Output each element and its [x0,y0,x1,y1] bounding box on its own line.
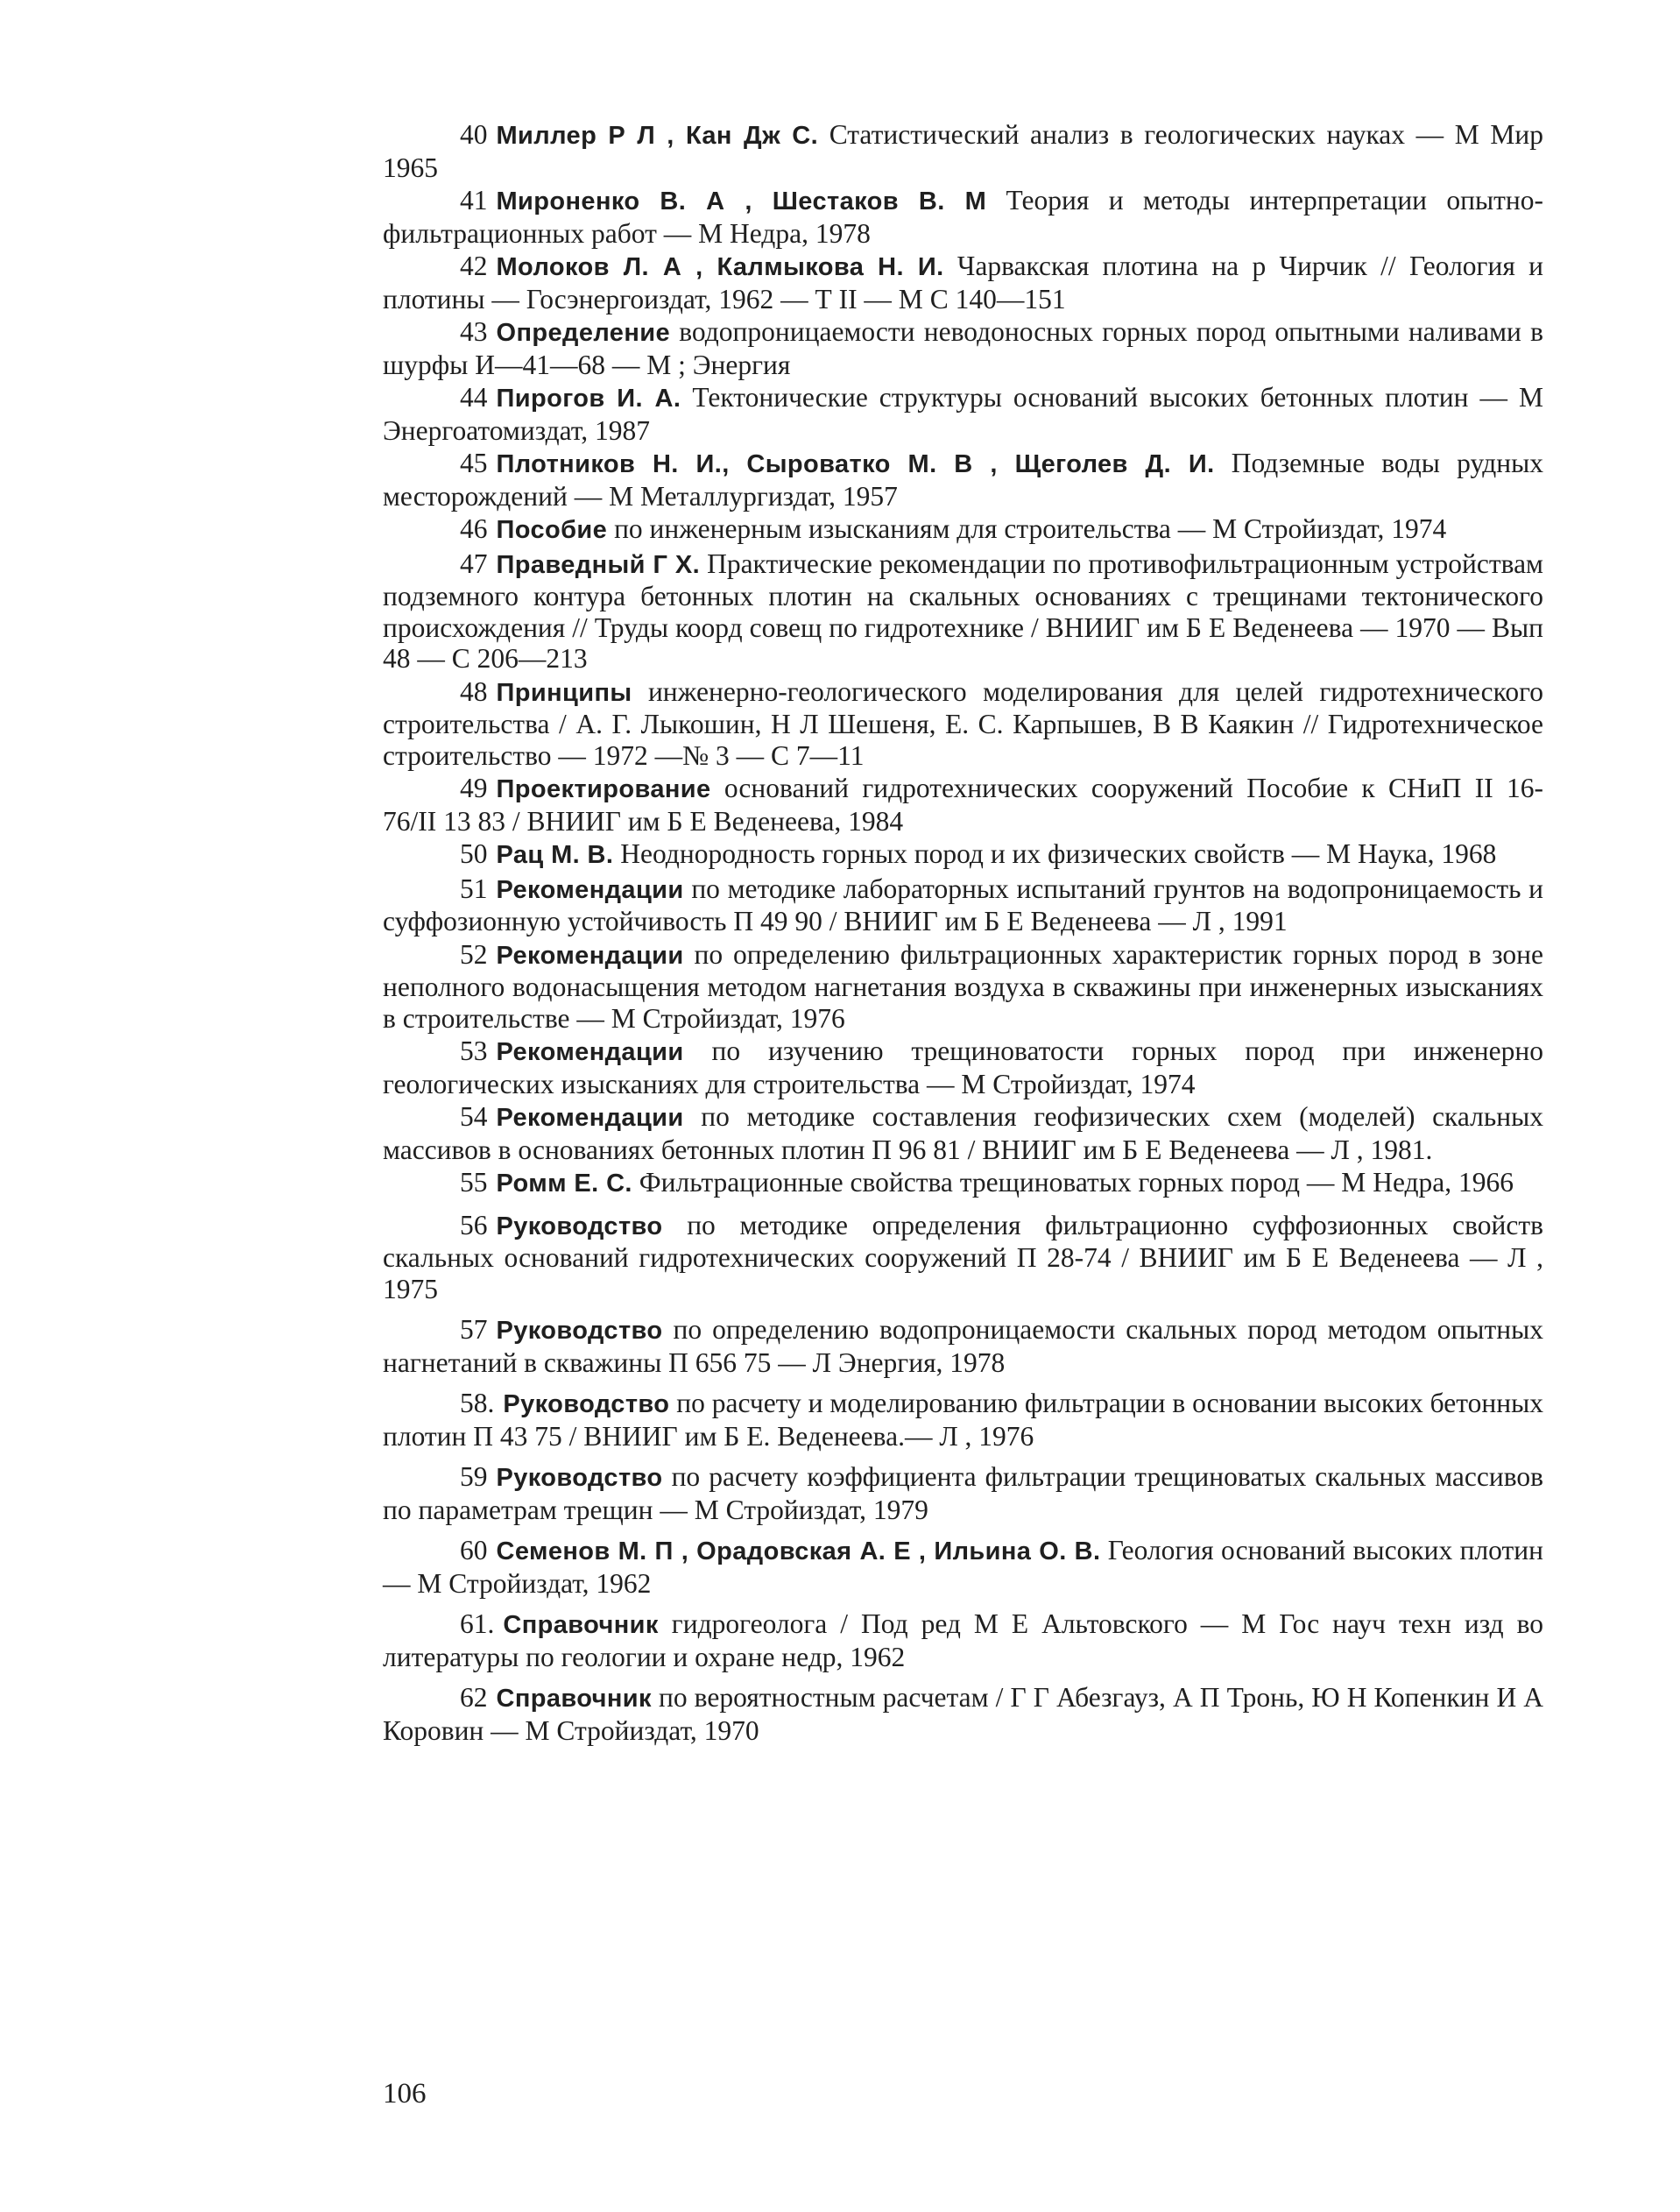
reference-number: 54 [460,1101,488,1132]
reference-number: 62 [460,1682,488,1713]
reference-author: Руководство [503,1390,670,1418]
reference-text: инженерно-геологического моделирования для целей гидротехнического строительства / А. Г. Лыкошин, Н Л Шешеня, Е. С. Карпышев, В В Каякин // Гидротехническое строительство — 1972 —№ 3 — С 7—11 [383,675,1544,771]
reference-author: Плотников Н. И., Сыроватко М. В , Щеголев Д. И. [496,450,1215,478]
reference-text: по определению водопроницаемости скальных пород методом опытных нагнетаний в скважины П 656 75 — Л Энергия, 1978 [383,1314,1544,1378]
reference-item [383,1608,1543,1672]
reference-author: Руководство [496,1212,663,1240]
reference-author: Руководство [496,1464,663,1492]
reference-author: Рекомендации [496,1104,684,1132]
reference-number: 40 [460,119,488,150]
reference-author: Праведный Г Х. [496,550,701,579]
reference-text: Практические рекомендации по противофильтрационным устройствам подземного контура бетонных плотин на скальных основаниях с трещинами тектонического происхождения // Труды коорд совещ по гидротехнике / ВНИИГ им Б Е Веденеева — 1970 — Вып 48 — С 206—213 [383,548,1543,674]
reference-text: по определению фильтрационных характеристик горных пород в зоне неполного водонасыщения методом нагнетания воздуха в скважины при инженерных изысканиях в строительстве — М Стройиздат, 1976 [383,938,1544,1034]
reference-item [383,448,1543,512]
reference-text: по методике определения фильтрационно суффозионных свойств скальных оснований гидротехнических сооружений П 28-74 / ВНИИГ им Б Е Веденеева — Л , 1975 [383,1209,1543,1304]
reference-number: 56 [460,1209,488,1240]
reference-item [383,1314,1543,1378]
reference-author: Мироненко В. А , Шестаков В. М [496,187,987,216]
reference-text: Фильтрационные свойства трещиноватых горных пород — М Недра, 1966 [639,1167,1514,1198]
reference-item [383,676,1543,772]
reference-item [383,873,1543,937]
reference-number: 52 [460,938,488,970]
reference-author: Проектирование [496,775,711,803]
reference-item [383,316,1543,380]
reference-item [383,1101,1543,1165]
reference-item [383,185,1543,249]
reference-number: 51 [460,873,488,904]
reference-author: Справочник [503,1611,659,1639]
reference-text: по методике составления геофизических схем (моделей) скальных массивов в основаниях бетонных плотин П 96 81 / ВНИИГ им Б Е Веденеева — Л , 1981. [383,1101,1543,1165]
reference-item [383,251,1543,314]
reference-text: по методике лабораторных испытаний грунтов на водопроницаемость и суффозионную устойчивость П 49 90 / ВНИИГ им Б Е Веденеева — Л , 1991 [383,873,1544,936]
reference-number: 41 [460,185,488,216]
reference-author: Справочник [496,1685,652,1713]
reference-author: Принципы [496,678,632,707]
reference-text: по инженерным изысканиям для строительства — М Стройиздат, 1974 [614,513,1447,544]
reference-number: 60 [460,1535,488,1565]
reference-number: 47 [460,548,488,579]
reference-text: Геология оснований высоких плотин — М Стройиздат, 1962 [383,1535,1543,1599]
reference-item [383,939,1543,1035]
reference-text: по расчету коэффициента фильтрации трещиноватых скальных массивов по параметрам трещин — М Стройиздат, 1979 [383,1461,1544,1525]
reference-text: гидрогеолога / Под ред М Е Альтовского — М Гос науч техн изд во литературы по геологии и охране недр, 1962 [383,1608,1544,1672]
reference-text: Чарвакская плотина на р Чирчик // Геология и плотины — Госэнергоиздат, 1962 — Т II — М С 140—151 [383,251,1543,314]
reference-item [383,1035,1543,1099]
reference-number: 44 [460,382,488,413]
reference-number: 46 [460,513,488,544]
reference-number: 42 [460,251,488,281]
reference-number: 50 [460,838,488,869]
reference-text: оснований гидротехнических сооружений Пособие к СНиП II 16-76/II 13 83 / ВНИИГ им Б Е Веденеева, 1984 [383,773,1544,837]
reference-author: Семенов М. П , Орадовская А. Е , Ильина О. В. [496,1537,1101,1565]
reference-number: 57 [460,1314,488,1345]
reference-text: Неоднородность горных пород и их физических свойств — М Наука, 1968 [620,838,1497,869]
reference-text: по изучению трещиноватости горных пород при инженерно геологических изысканиях для строительства — М Стройиздат, 1974 [383,1035,1543,1099]
reference-number: 58. [460,1388,495,1418]
reference-author: Миллер Р Л , Кан Дж С. [496,122,819,150]
reference-item [383,513,1543,547]
reference-text: по расчету и моделированию фильтрации в основании высоких бетонных плотин П 43 75 / ВНИИГ им Б Е. Веденеева.— Л , 1976 [383,1388,1543,1452]
reference-author: Рац М. В. [496,841,614,869]
reference-item [383,1461,1543,1525]
reference-author: Пирогов И. А. [496,385,681,413]
reference-item [383,382,1543,446]
reference-number: 59 [460,1461,488,1492]
reference-item [383,1388,1543,1452]
reference-item [383,119,1543,183]
reference-item [383,838,1543,872]
reference-author: Ромм Е. С. [496,1170,632,1198]
reference-number: 43 [460,316,488,347]
reference-text: по вероятностным расчетам / Г Г Абезгауз, А П Тронь, Ю Н Копенкин И А Коровин — М Стройиздат, 1970 [383,1682,1544,1746]
reference-item [383,1210,1543,1305]
reference-item [383,1535,1543,1599]
reference-author: Руководство [496,1317,663,1345]
reference-text: Тектонические структуры оснований высоких бетонных плотин — М Энергоатомиздат, 1987 [383,382,1544,446]
reference-author: Определение [496,319,670,347]
reference-list [383,119,1543,1748]
reference-number: 49 [460,773,488,803]
reference-text: Подземные воды рудных месторождений — М Металлургиздат, 1957 [383,448,1544,512]
reference-number: 45 [460,448,488,478]
reference-author: Рекомендации [496,875,684,904]
reference-author: Молоков Л. А , Калмыкова Н. И. [496,253,944,281]
reference-item [383,773,1543,837]
reference-author: Пособие [496,516,608,544]
reference-number: 48 [460,675,488,707]
page-number: 106 [383,2078,427,2110]
reference-number: 61. [460,1608,495,1639]
reference-number: 55 [460,1167,488,1198]
reference-item [383,1682,1543,1746]
reference-item [383,548,1543,675]
reference-text: Теория и методы интерпретации опытно-фильтрационных работ — М Недра, 1978 [383,185,1543,249]
reference-author: Рекомендации [496,1038,684,1066]
reference-text: водопроницаемости неводоносных горных пород опытными наливами в шурфы И—41—68 — М ; Энергия [383,316,1543,380]
reference-text: Статистический анализ в геологических науках — М Мир 1965 [383,119,1543,183]
reference-number: 53 [460,1035,488,1066]
reference-item [383,1167,1543,1200]
reference-author: Рекомендации [496,941,684,970]
